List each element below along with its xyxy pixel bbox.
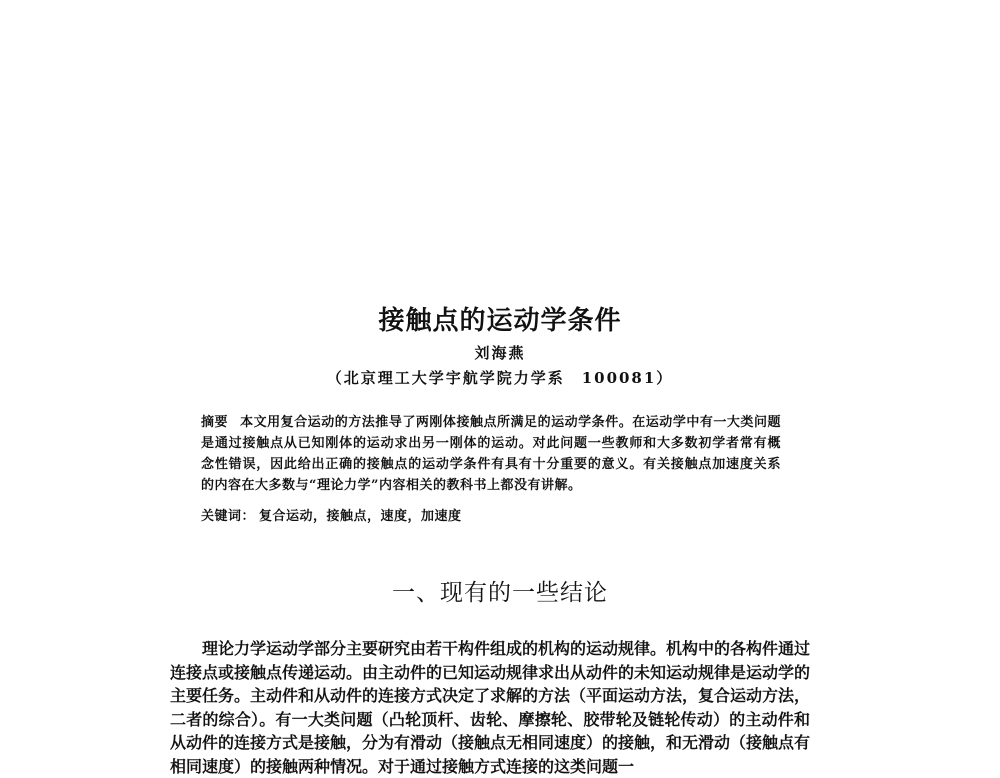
keywords bbox=[201, 505, 781, 524]
paper-title: 接触点的运动学条件 bbox=[378, 306, 622, 336]
keywords-label: 关键词： bbox=[201, 509, 256, 524]
author-affiliation: （北京理工大学宇航学院力学系 100081） bbox=[326, 369, 674, 387]
body-paragraph: 理论力学运动学部分主要研究由若干构件组成的机构的运动规律。机构中的各构件通过连接点或接触点传递运动。由主动件的已知运动规律求出从动件的未知运动规律是运动学的主要任务。主动件和从动件的连接方式决定了求解的方法（平面运动方法，复合运动方法，二者的综合）。有一大类问题（凸轮顶杆、齿轮、摩擦轮、胶带轮及链轮传动）的主动件和从动件的连接方式是接触，分为有滑动（接触点无相同速度）的接触，和无滑动（接触点有相同速度）的接触两种情况。对于通过接触方式连接的这类问题一 bbox=[170, 639, 811, 776]
abstract-text: 本文用复合运动的方法推导了两刚体接触点所满足的运动学条件。在运动学中有一大类问题是通过接触点从已知刚体的运动求出另一刚体的运动。对此问题一些教师和大多数初学者常有概念性错误，因此给出正确的接触点的运动学条件有具有十分重要的意义。有关接触点加速度关系的内容在大多数与“理论力学”内容相关的教科书上都没有讲解。 bbox=[201, 415, 781, 493]
keywords-text: 复合运动，接触点，速度，加速度 bbox=[259, 509, 462, 524]
author-name: 刘海燕 bbox=[474, 344, 526, 362]
abstract-label: 摘要 bbox=[201, 415, 229, 430]
abstract bbox=[201, 412, 781, 496]
section-heading: 一、现有的一些结论 bbox=[392, 580, 608, 606]
